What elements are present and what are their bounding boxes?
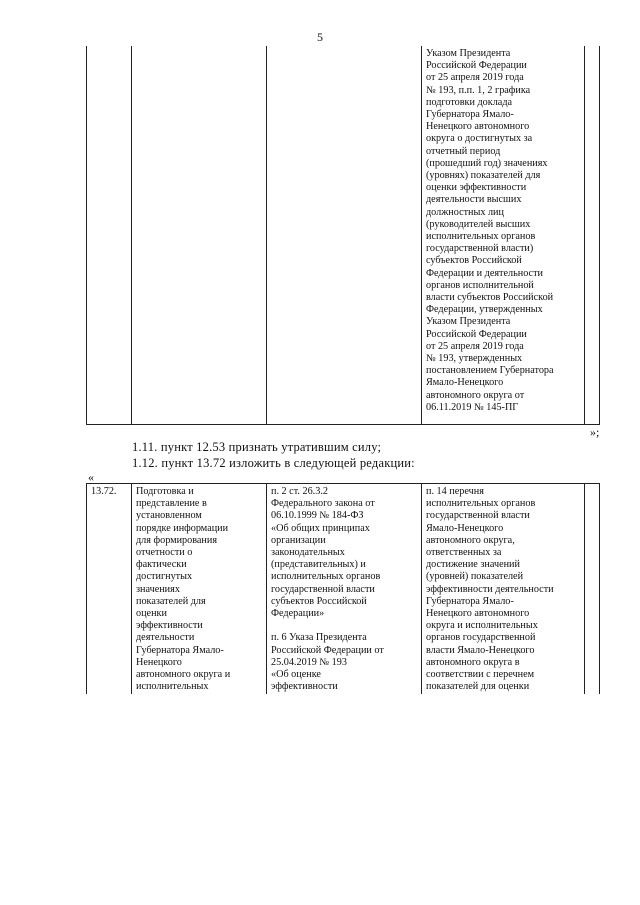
table-cell-description — [132, 484, 267, 694]
table-cell-empty — [267, 46, 422, 424]
table-row-13-72 — [86, 483, 600, 694]
column-divider — [131, 46, 132, 425]
table-cell-document — [422, 46, 585, 424]
table-row-continued — [86, 46, 600, 425]
opening-quote: « — [88, 470, 94, 484]
table-cell-document — [422, 484, 585, 694]
table-cell-empty — [585, 46, 599, 424]
cell-text-document: п. 14 перечня исполнительных органов государственной власти Ямало-Ненецкого автономного округа, ответственных за достижение значений (уровней) показателей эффективности деятельности Губернатора Ямало- Ненецкого автономного округа и исполнительных органов государственной власти Ямало-Ненецкого автономного округа в соответствии с перечнем показателей для оценки — [426, 486, 554, 693]
paragraph-1-12: 1.12. пункт 13.72 изложить в следующей редакции: — [132, 456, 415, 470]
closing-quote: »; — [590, 425, 600, 439]
cell-text-number: 13.72. — [91, 486, 117, 497]
table-cell-empty — [585, 484, 599, 694]
page-number: 5 — [317, 30, 323, 44]
table-cell-number — [87, 484, 132, 694]
table-cell-empty — [132, 46, 267, 424]
table-cell-legal-basis — [267, 484, 422, 694]
paragraph-1-11: 1.11. пункт 12.53 признать утратившим силу; — [132, 440, 382, 454]
cell-text-legal-basis: п. 2 ст. 26.3.2 Федерального закона от 06.10.1999 № 184-ФЗ «Об общих принципах организации законодательных (представительных) и исполнительных органов государственной власти субъектов Российской Федерации» п. 6 Указа Президента Российской Федерации от 25.04.2019 № 193 «Об оценке эффективности — [271, 486, 384, 693]
cell-text-document: Указом Президента Российской Федерации от 25 апреля 2019 года № 193, п.п. 1, 2 графика подготовки доклада Губернатора Ямало- Ненецкого автономного округа о достигнутых за отчетный период (прошедший год) значениях (уровнях) показателей для оценки эффективности деятельности высших должностных лиц (руководителей высших исполнительных органов государственной власти) субъектов Российской Федерации и деятельности органов исполнительной власти субъектов Российской Федерации, утвержденных Указом Президента Российской Федерации от 25 апреля 2019 года № 193, утвержденных постановлением Губернатора Ямало-Ненецкого автономного округа от 06.11.2019 № 145-ПГ — [426, 48, 554, 413]
cell-text-description: Подготовка и представление в установленном порядке информации для формирования отчетности о фактически достигнутых значениях показателей для оценки эффективности деятельности Губернатора Ямало- Ненецкого автономного округа и исполнительных — [136, 486, 231, 693]
